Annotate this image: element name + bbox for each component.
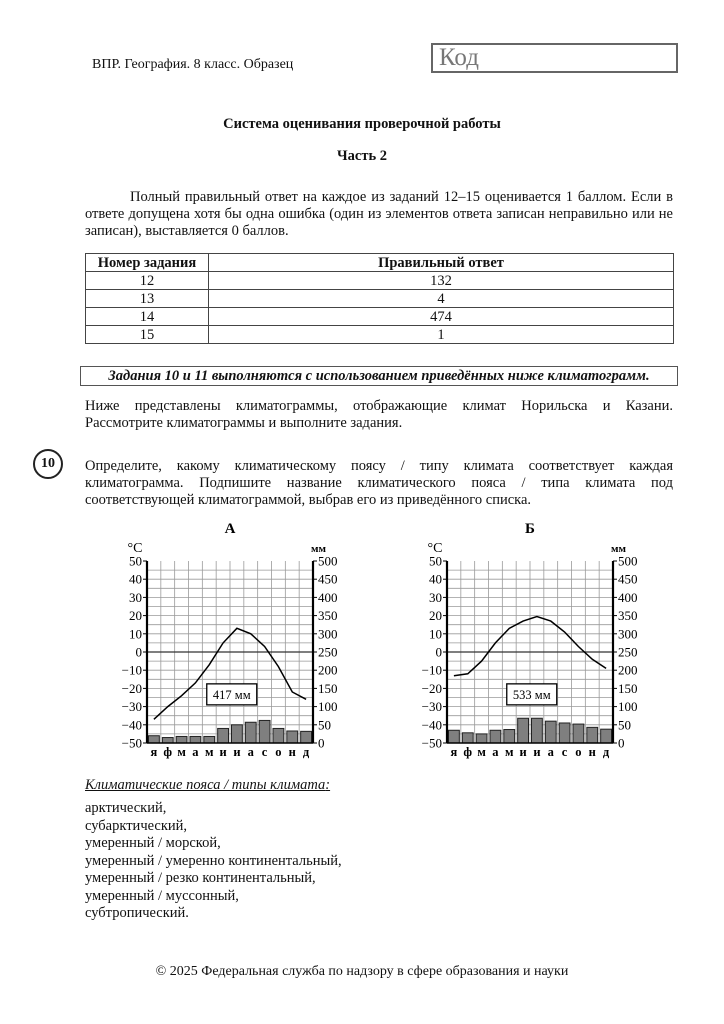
month-label: и xyxy=(519,745,527,759)
svg-text:400: 400 xyxy=(318,589,338,605)
svg-text:−50: −50 xyxy=(121,735,142,751)
chart-title: Б xyxy=(525,521,535,537)
month-label: м xyxy=(504,745,514,759)
svg-text:40: 40 xyxy=(129,571,142,587)
svg-text:250: 250 xyxy=(618,644,638,660)
svg-text:50: 50 xyxy=(318,717,331,733)
svg-text:20: 20 xyxy=(129,608,142,624)
svg-text:−50: −50 xyxy=(421,735,442,751)
month-label: н xyxy=(288,745,296,759)
svg-text:−20: −20 xyxy=(421,680,442,696)
svg-text:−40: −40 xyxy=(121,717,142,733)
table-row xyxy=(86,290,674,308)
table-row xyxy=(86,272,674,290)
task-number: 14 xyxy=(86,308,209,326)
climate-list-title: Климатические пояса / типы климата: xyxy=(85,777,331,793)
correct-answer: 474 xyxy=(209,308,674,326)
annual-precip-label: 533 мм xyxy=(512,687,551,702)
task-number: 12 xyxy=(86,272,209,290)
month-label: ф xyxy=(463,745,473,759)
document-header: ВПР. География. 8 класс. Образец xyxy=(92,57,294,72)
month-label: о xyxy=(275,745,282,759)
temp-axis-label: °C xyxy=(127,541,143,556)
month-label: м xyxy=(477,745,486,759)
correct-answer: 132 xyxy=(209,272,674,290)
annual-precip-label: 417 мм xyxy=(212,687,251,702)
svg-text:−40: −40 xyxy=(421,717,442,733)
svg-text:450: 450 xyxy=(618,571,638,587)
temp-axis-label: °C xyxy=(427,541,443,556)
intro-paragraph: Ниже представлены климатограммы, отображающие климат Норильска и Казани. Рассмотрите климатограммы и выполните задания. xyxy=(85,398,673,431)
svg-text:10: 10 xyxy=(429,626,442,642)
svg-text:50: 50 xyxy=(618,717,631,733)
svg-text:−10: −10 xyxy=(421,662,442,678)
svg-text:0: 0 xyxy=(318,735,325,751)
svg-text:500: 500 xyxy=(618,553,638,569)
instructions-banner: Задания 10 и 11 выполняются с использованием приведённых ниже климатограмм. xyxy=(80,366,678,386)
table-row xyxy=(86,308,674,326)
svg-text:10: 10 xyxy=(129,626,142,642)
month-label: а xyxy=(192,745,199,759)
month-label: а xyxy=(547,745,554,759)
table-header-row xyxy=(86,254,674,272)
svg-text:150: 150 xyxy=(318,680,338,696)
month-label: и xyxy=(233,745,241,759)
month-label: ф xyxy=(163,745,173,759)
answers-table xyxy=(85,253,674,344)
precip-axis-label: мм xyxy=(311,543,326,555)
column-header: Правильный ответ xyxy=(209,254,674,272)
svg-text:20: 20 xyxy=(429,608,442,624)
month-label: н xyxy=(588,745,596,759)
list-item: арктический, xyxy=(85,800,167,816)
month-label: а xyxy=(492,745,499,759)
month-label: а xyxy=(247,745,254,759)
code-label: Код xyxy=(439,44,479,71)
month-label: я xyxy=(150,745,158,759)
list-item: умеренный / умеренно континентальный, xyxy=(85,852,342,869)
month-label: с xyxy=(561,745,568,759)
question-number-badge: 10 xyxy=(33,449,63,479)
svg-text:40: 40 xyxy=(429,571,442,587)
month-label: с xyxy=(261,745,268,759)
svg-text:−20: −20 xyxy=(121,680,142,696)
column-header: Номер задания xyxy=(86,254,209,272)
month-label: д xyxy=(302,745,310,759)
svg-text:150: 150 xyxy=(618,680,638,696)
precip-axis-label: мм xyxy=(611,543,626,555)
month-label: м xyxy=(204,745,214,759)
climate-list xyxy=(85,800,342,923)
svg-text:300: 300 xyxy=(318,626,338,642)
month-label: и xyxy=(533,745,541,759)
svg-text:200: 200 xyxy=(618,662,638,678)
month-label: м xyxy=(177,745,186,759)
svg-text:250: 250 xyxy=(318,644,338,660)
svg-text:0: 0 xyxy=(618,735,625,751)
page-title: Система оценивания проверочной работы xyxy=(223,116,501,132)
chart-title: А xyxy=(224,521,236,537)
list-item: субарктический, xyxy=(85,817,188,834)
question-text: Определите, какому климатическому поясу / типу климата соответствует каждая климатограмма. Подпишите название климатического пояса / типа климата под соответствующей климатограммой, выбрав его из приведённого списка. xyxy=(85,458,673,508)
climatogram-a xyxy=(110,515,350,765)
svg-text:100: 100 xyxy=(318,699,338,715)
correct-answer: 4 xyxy=(209,290,674,308)
task-number: 15 xyxy=(86,326,209,344)
svg-text:300: 300 xyxy=(618,626,638,642)
month-label: д xyxy=(602,745,610,759)
svg-text:350: 350 xyxy=(618,608,638,624)
table-row xyxy=(86,326,674,344)
svg-text:100: 100 xyxy=(618,699,638,715)
svg-text:400: 400 xyxy=(618,589,638,605)
svg-text:−30: −30 xyxy=(121,699,142,715)
list-item: субтропический. xyxy=(85,905,189,921)
svg-text:30: 30 xyxy=(129,589,142,605)
svg-text:0: 0 xyxy=(135,644,142,660)
svg-text:−30: −30 xyxy=(421,699,442,715)
svg-text:450: 450 xyxy=(318,571,338,587)
svg-text:50: 50 xyxy=(429,553,442,569)
svg-text:350: 350 xyxy=(318,608,338,624)
code-field[interactable] xyxy=(431,43,678,73)
month-label: я xyxy=(450,745,458,759)
list-item: умеренный / морской, xyxy=(85,835,221,851)
correct-answer: 1 xyxy=(209,326,674,344)
svg-text:500: 500 xyxy=(318,553,338,569)
month-label: и xyxy=(219,745,227,759)
part-title: Часть 2 xyxy=(337,148,387,164)
list-item: умеренный / резко континентальный, xyxy=(85,870,316,886)
svg-text:0: 0 xyxy=(435,644,442,660)
copyright-footer: © 2025 Федеральная служба по надзору в сфере образования и науки xyxy=(155,964,569,979)
svg-text:200: 200 xyxy=(318,662,338,678)
list-item: умеренный / муссонный, xyxy=(85,887,239,904)
month-label: о xyxy=(575,745,582,759)
svg-text:−10: −10 xyxy=(121,662,142,678)
task-number: 13 xyxy=(86,290,209,308)
svg-text:50: 50 xyxy=(129,553,142,569)
scoring-paragraph: Полный правильный ответ на каждое из заданий 12–15 оценивается 1 баллом. Если в ответе допущена хотя бы одна ошибка (один из элементов ответа записан неправильно или не записан), выставляется 0 баллов. xyxy=(85,189,673,239)
svg-text:30: 30 xyxy=(429,589,442,605)
climatogram-b xyxy=(405,515,650,765)
